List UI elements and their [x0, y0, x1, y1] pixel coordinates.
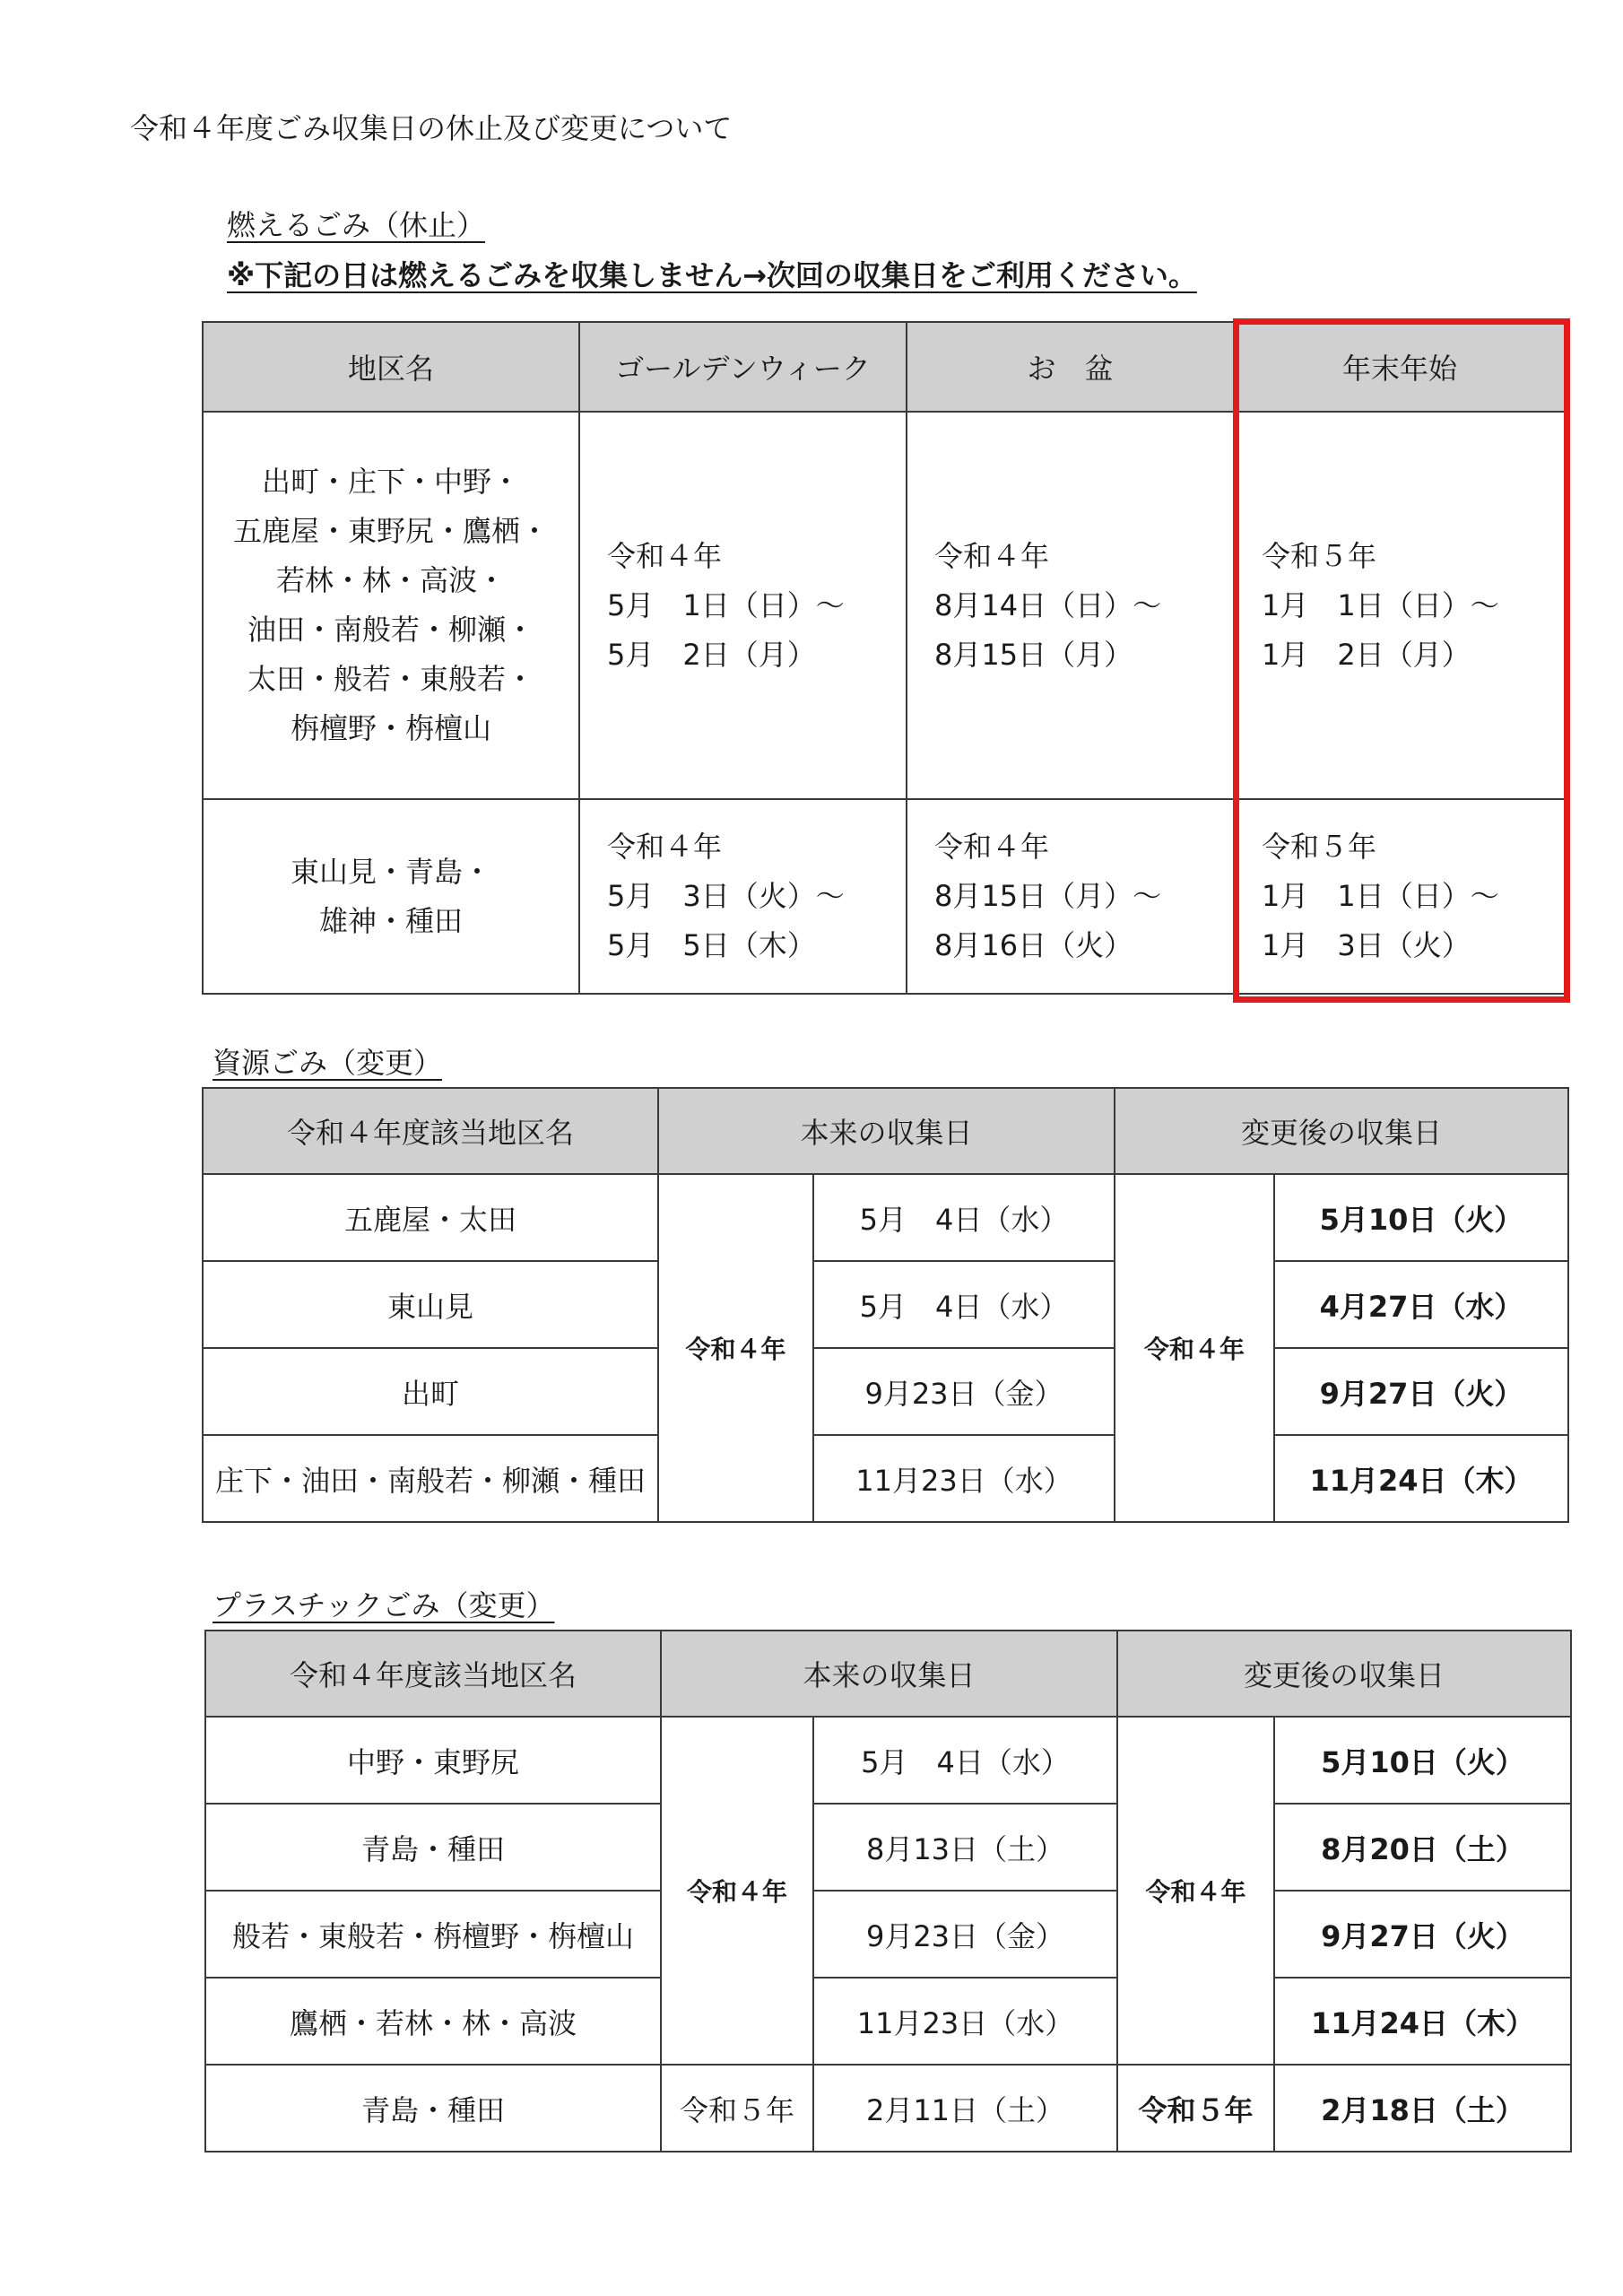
changed-date: 9月27日（火）: [1274, 1891, 1571, 1978]
area-cell: 般若・東般若・栴檀野・栴檀山: [205, 1891, 661, 1978]
header-area: 令和４年度該当地区名: [203, 1088, 658, 1174]
plastic-heading: プラスチックごみ（変更）: [213, 1588, 555, 1622]
original-date: 5月 4日（水）: [813, 1717, 1117, 1804]
area-cell: 東山見: [203, 1261, 658, 1348]
area-cell: [203, 412, 579, 799]
obon-date: 令和４年 8月15日（月）～ 8月16日（火）: [907, 799, 1234, 994]
original-date: 9月23日（金）: [813, 1891, 1117, 1978]
changed-date: 11月24日（木）: [1274, 1435, 1568, 1522]
area-line: 雄神・種田: [318, 903, 463, 938]
area-cell: 五鹿屋・太田: [203, 1174, 658, 1261]
year-changed: 令和４年: [1115, 1174, 1274, 1522]
header-changed-date: 変更後の収集日: [1117, 1631, 1571, 1717]
new-year-date: 令和５年 1月 1日（日）～ 1月 3日（火）: [1234, 799, 1566, 994]
area-cell: 庄下・油田・南般若・柳瀬・種田: [203, 1435, 658, 1522]
obon-date: 令和４年 8月14日（日）～ 8月15日（月）: [907, 412, 1234, 799]
area-line: 栴檀野・栴檀山: [290, 711, 491, 745]
header-original-date: 本来の収集日: [661, 1631, 1117, 1717]
resource-table: [202, 1087, 1569, 1523]
original-date: 9月23日（金）: [813, 1348, 1115, 1435]
header-obon: お 盆: [907, 322, 1234, 412]
original-date: 5月 4日（水）: [813, 1174, 1115, 1261]
area-cell: [203, 799, 579, 994]
area-cell: 鷹栖・若林・林・高波: [205, 1978, 661, 2065]
plastic-table: [204, 1630, 1572, 2152]
gw-date: 令和４年 5月 3日（火）～ 5月 5日（木）: [579, 799, 907, 994]
area-cell: 青島・種田: [205, 1804, 661, 1891]
area-cell: 出町: [203, 1348, 658, 1435]
burnable-heading: 燃えるごみ（休止）: [227, 208, 486, 242]
new-year-date: 令和５年 1月 1日（日）～ 1月 2日（月）: [1234, 412, 1566, 799]
header-original-date: 本来の収集日: [658, 1088, 1115, 1174]
year-changed: 令和５年: [1117, 2065, 1274, 2152]
year-original: 令和５年: [661, 2065, 813, 2152]
original-date: 8月13日（土）: [813, 1804, 1117, 1891]
area-line: 出町・庄下・中野・: [261, 465, 520, 499]
year-original: 令和４年: [661, 1717, 813, 2065]
area-line: 東山見・青島・: [290, 854, 491, 889]
changed-date: 9月27日（火）: [1274, 1348, 1568, 1435]
document-title: 令和４年度ごみ収集日の休止及び変更について: [130, 111, 733, 145]
changed-date: 2月18日（土）: [1274, 2065, 1571, 2152]
header-changed-date: 変更後の収集日: [1115, 1088, 1568, 1174]
changed-date: 11月24日（木）: [1274, 1978, 1571, 2065]
area-line: 五鹿屋・東野尻・鷹栖・: [232, 514, 549, 548]
year-changed: 令和４年: [1117, 1717, 1274, 2065]
new-year-highlight-box: [1233, 318, 1570, 1003]
area-cell: 青島・種田: [205, 2065, 661, 2152]
changed-date: 8月20日（土）: [1274, 1804, 1571, 1891]
header-new-year: 年末年始: [1234, 322, 1566, 412]
area-line: 油田・南般若・柳瀬・: [247, 613, 534, 647]
original-date: 5月 4日（水）: [813, 1261, 1115, 1348]
changed-date: 4月27日（水）: [1274, 1261, 1568, 1348]
header-golden-week: ゴールデンウィーク: [579, 322, 907, 412]
original-date: 11月23日（水）: [813, 1978, 1117, 2065]
changed-date: 5月10日（火）: [1274, 1717, 1571, 1804]
changed-date: 5月10日（火）: [1274, 1174, 1568, 1261]
resource-heading: 資源ごみ（変更）: [213, 1046, 443, 1080]
area-line: 太田・般若・東般若・: [247, 662, 534, 696]
header-area: 令和４年度該当地区名: [205, 1631, 661, 1717]
original-date: 2月11日（土）: [813, 2065, 1117, 2152]
year-original: 令和４年: [658, 1174, 813, 1522]
original-date: 11月23日（水）: [813, 1435, 1115, 1522]
area-line: 若林・林・高波・: [275, 563, 506, 597]
area-cell: 中野・東野尻: [205, 1717, 661, 1804]
header-area: 地区名: [203, 322, 579, 412]
gw-date: 令和４年 5月 1日（日）～ 5月 2日（月）: [579, 412, 907, 799]
burnable-note: ※下記の日は燃えるごみを収集しません→次回の収集日をご利用ください。: [227, 258, 1197, 292]
